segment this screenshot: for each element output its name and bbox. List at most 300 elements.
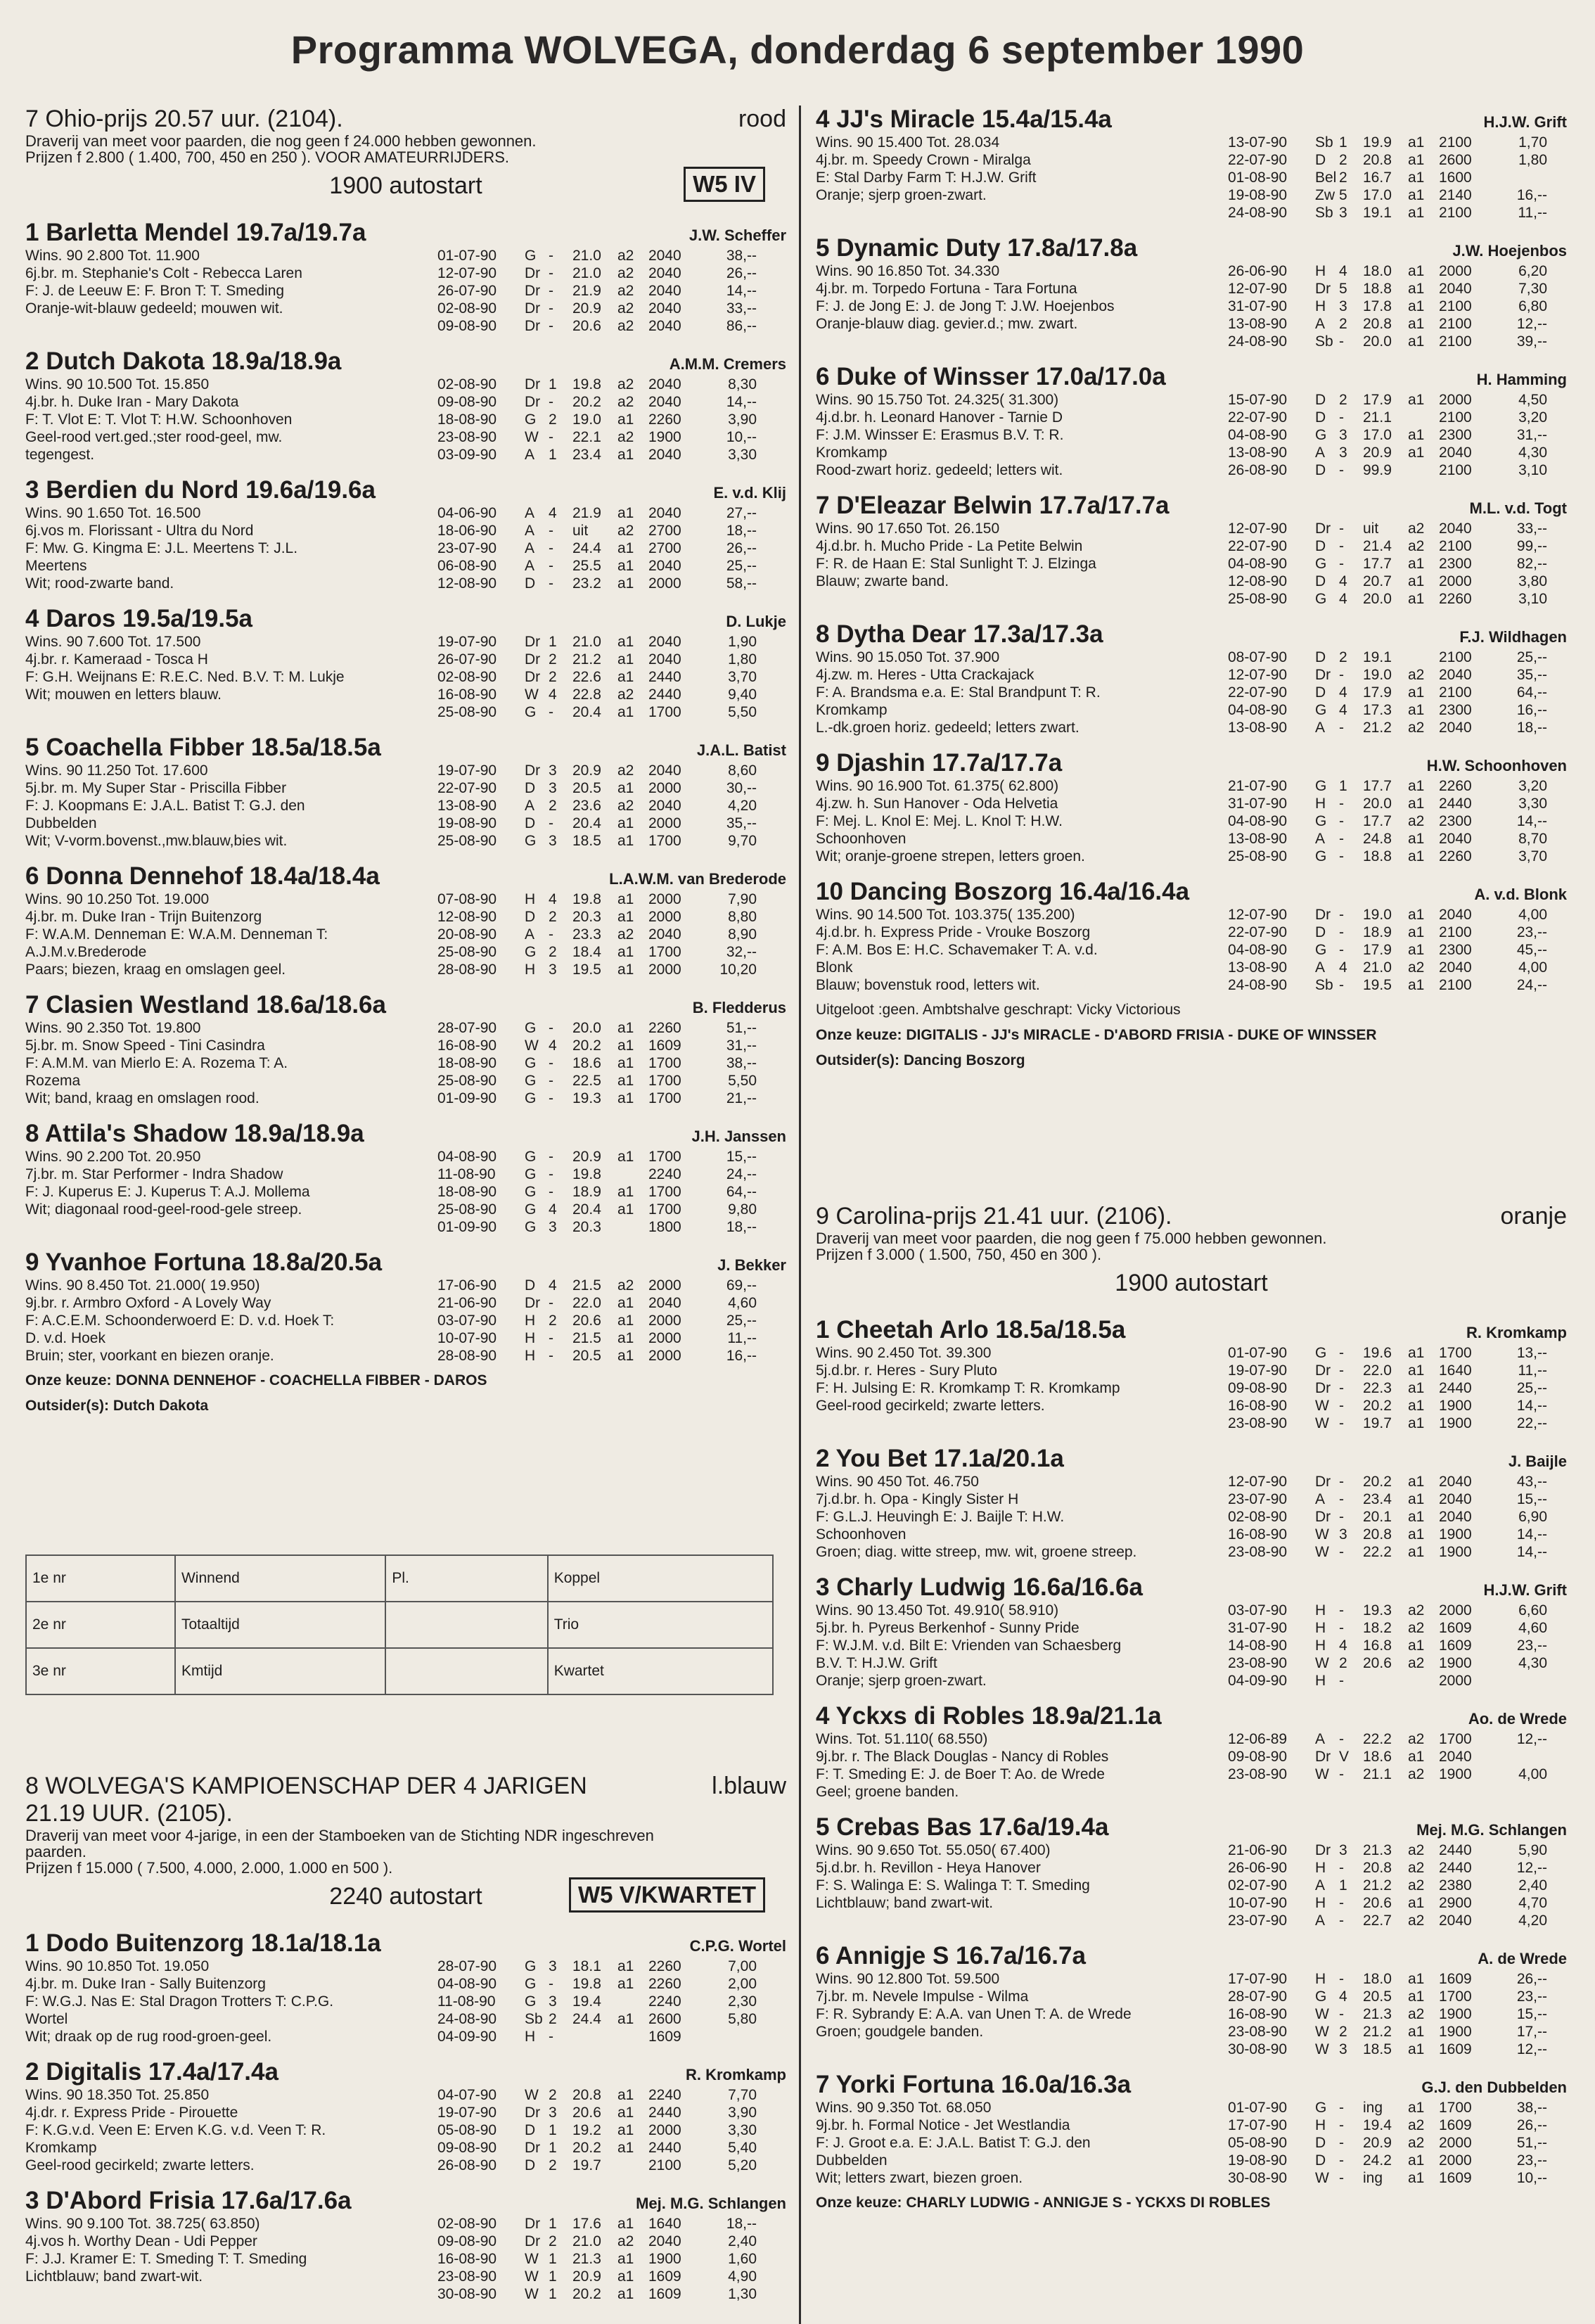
horse-info [25, 376, 437, 464]
result-entry-cell: Trio [548, 1602, 773, 1648]
result-cell: 2040 [648, 926, 681, 943]
result-row [437, 961, 757, 978]
result-cell: a1 [1408, 2170, 1425, 2186]
info-line: Wins. 90 12.800 Tot. 59.500 [816, 1971, 1000, 1987]
result-cell [700, 2028, 757, 2045]
info-line: 4j.br. m. Speedy Crown - Miralga [816, 152, 1031, 168]
result-row [1228, 795, 1547, 812]
result-cell: 13-07-90 [1228, 134, 1288, 151]
trainer-name: A.M.M. Cremers [669, 355, 786, 373]
result-cell: 21.5 [572, 1330, 601, 1346]
result-cell: a1 [617, 2140, 634, 2156]
horse-name: 4 Yckxs di Robles 18.9a/21.1a [816, 1702, 1162, 1730]
result-cell: 1 [1339, 1877, 1347, 1894]
result-cell: 1900 [1439, 1766, 1472, 1782]
info-line: Wins. 90 15.750 Tot. 24.325( 31.300) [816, 392, 1059, 408]
result-cell: 30,-- [726, 780, 757, 796]
result-cell: 1700 [648, 944, 681, 960]
result-cell: 23-07-90 [1228, 1913, 1288, 1929]
result-cell [1491, 1748, 1547, 1766]
result-cell: 2 [1339, 170, 1347, 186]
result-cell: Dr [1315, 907, 1331, 923]
result-row [437, 1183, 757, 1201]
result-cell: a1 [617, 2011, 634, 2027]
result-cell: 5,90 [1518, 1842, 1547, 1858]
result-cell: W [1315, 1544, 1329, 1560]
results-table [437, 1958, 757, 2045]
horse-details [816, 1841, 1567, 1929]
result-row [437, 393, 757, 411]
result-row [1228, 976, 1547, 994]
result-row [437, 1312, 757, 1329]
result-cell: 18.8 [1363, 281, 1392, 297]
result-cell: 22-07-90 [1228, 684, 1288, 701]
result-cell: 24-08-90 [1228, 977, 1288, 993]
result-cell: W [1315, 2170, 1329, 2186]
result-cell: 4 [1339, 959, 1347, 976]
result-cell: 20.8 [1363, 316, 1392, 332]
result-cell: Dr [525, 634, 541, 650]
result-cell: - [549, 283, 553, 299]
result-cell: a1 [617, 1330, 634, 1346]
result-cell: 4,00 [1518, 1766, 1547, 1782]
info-line: B.V. T: H.J.W. Grift [816, 1655, 937, 1671]
result-row [437, 779, 757, 797]
race-description: Draverij van meet voor paarden, die nog geen f 75.000 hebben gewonnen. [816, 1230, 1327, 1247]
result-row [1228, 848, 1547, 865]
result-entry-cell: Winnend [175, 1555, 385, 1602]
result-cell: a1 [1408, 263, 1425, 279]
results-table [1228, 134, 1547, 222]
result-cell: 01-09-90 [437, 1219, 497, 1235]
result-cell: a1 [1408, 2041, 1425, 2057]
result-cell: 4,00 [1518, 959, 1547, 976]
info-line: 9j.br. h. Formal Notice - Jet Westlandia [816, 2117, 1070, 2133]
result-entry-cell: Pl. [385, 1555, 547, 1602]
horse-name: 3 D'Abord Frisia 17.6a/17.6a [25, 2187, 352, 2214]
result-cell: 25-08-90 [1228, 591, 1288, 607]
result-cell: 26,-- [1516, 2117, 1547, 2133]
result-cell: 2000 [648, 1313, 681, 1329]
result-row [1228, 1859, 1547, 1877]
result-cell: a2 [1408, 538, 1425, 554]
result-cell: D [1315, 462, 1326, 478]
start-distance: 1900 autostart [329, 172, 482, 199]
race-7 [25, 106, 786, 1415]
info-line: F: W.A.M. Denneman E: W.A.M. Denneman T: [25, 926, 328, 943]
horse-name: 4 JJ's Miracle 15.4a/15.4a [816, 106, 1112, 133]
info-line: Wit; mouwen en letters blauw. [25, 687, 222, 703]
result-cell: 1700 [1439, 1345, 1472, 1361]
result-entry-cell [385, 1602, 547, 1648]
trainer-name: D. Lukje [726, 613, 786, 630]
horse-details [816, 906, 1567, 994]
result-cell: a1 [617, 1073, 634, 1089]
result-cell: - [549, 1020, 553, 1036]
result-cell: H [1315, 1895, 1326, 1911]
result-cell: 17.0 [1363, 187, 1392, 203]
result-cell: 12-07-90 [1228, 907, 1288, 923]
result-cell: 22.2 [1363, 1731, 1392, 1747]
result-cell [572, 2028, 617, 2045]
result-cell: 4 [1339, 1637, 1347, 1654]
result-cell: 2000 [1439, 1673, 1472, 1689]
info-line: 4j.br. h. Duke Iran - Mary Dakota [25, 394, 239, 410]
result-cell: D [525, 780, 536, 796]
result-cell: a1 [617, 780, 634, 796]
result-cell [617, 1218, 648, 1236]
horse-entry [25, 734, 786, 850]
result-cell: 1600 [1439, 170, 1472, 186]
result-cell: 19.0 [1363, 907, 1392, 923]
horse-info [25, 1958, 437, 2045]
result-cell: 4 [1339, 1988, 1347, 2005]
result-cell: 23.3 [572, 926, 601, 943]
result-cell: 2100 [1439, 462, 1472, 478]
result-cell: A [525, 926, 535, 943]
horse-header [816, 878, 1567, 906]
result-cell: 18.9 [1363, 924, 1392, 940]
result-cell: 23-07-90 [1228, 1491, 1288, 1507]
result-cell: 10-07-90 [437, 1330, 497, 1346]
result-cell: Dr [525, 1295, 541, 1311]
result-cell: 3 [1339, 2041, 1347, 2057]
result-cell: 26-06-90 [1228, 1860, 1288, 1876]
result-cell: 12,-- [1516, 2041, 1547, 2057]
result-cell: - [549, 265, 553, 281]
result-cell: 2300 [1439, 702, 1472, 718]
result-cell: 22-07-90 [1228, 409, 1288, 426]
result-cell: 22.8 [572, 687, 601, 703]
result-cell: uit [1363, 521, 1379, 537]
result-row [1228, 1988, 1547, 2005]
result-cell: 8,80 [728, 909, 757, 925]
result-cell: 21.9 [572, 505, 601, 521]
result-row [437, 1037, 757, 1054]
result-cell: 2040 [1439, 1474, 1472, 1490]
results-table [1228, 2099, 1547, 2187]
result-cell: 2000 [648, 891, 681, 907]
result-cell: 2040 [1439, 720, 1472, 736]
horse-name: 7 D'Eleazar Belwin 17.7a/17.7a [816, 492, 1170, 519]
result-cell: 4,50 [1518, 392, 1547, 408]
result-cell: - [1339, 1474, 1344, 1490]
result-row [1228, 537, 1547, 555]
horse-entry [25, 1929, 786, 2045]
result-cell: a1 [1408, 298, 1425, 314]
result-cell: 30-08-90 [1228, 2041, 1288, 2057]
result-cell: 18.0 [1363, 1971, 1392, 1987]
info-line: Oranje-blauw diag. gevier.d.; mw. zwart. [816, 316, 1078, 332]
info-line: Wins. 90 15.050 Tot. 37.900 [816, 649, 1000, 665]
result-cell: a1 [617, 1295, 634, 1311]
result-row [1228, 1473, 1547, 1490]
result-cell: 26-08-90 [1228, 462, 1288, 478]
result-cell: a1 [617, 1313, 634, 1329]
result-cell: Dr [1315, 281, 1331, 297]
result-cell: 1700 [648, 1090, 681, 1106]
result-cell: 28-07-90 [1228, 1988, 1288, 2005]
info-line: Dubbelden [25, 815, 97, 831]
race-header [25, 1773, 786, 1800]
result-cell: a2 [1408, 1877, 1425, 1894]
result-cell: 19.5 [572, 962, 601, 978]
info-line: Wins. 90 14.500 Tot. 103.375( 135.200) [816, 907, 1075, 923]
bet-type-box: W5 V/KWARTET [569, 1877, 765, 1913]
result-cell: 31-07-90 [1228, 298, 1288, 314]
result-cell: 19.8 [572, 376, 601, 392]
result-cell: 21.2 [1363, 1877, 1392, 1894]
result-cell: a2 [617, 300, 634, 317]
trainer-name: R. Kromkamp [685, 2066, 786, 2083]
result-cell: 2240 [648, 1993, 681, 2010]
result-cell: - [549, 523, 553, 539]
result-cell: 3 [549, 1219, 557, 1235]
result-cell: D [525, 2122, 536, 2138]
result-cell: 19.5 [1363, 977, 1392, 993]
result-cell: 26-06-90 [1228, 263, 1288, 279]
info-line: 4j.br. r. Kameraad - Tosca H [25, 651, 208, 668]
info-line: Wins. 90 8.450 Tot. 21.000( 19.950) [25, 1277, 260, 1294]
result-cell: 2440 [1439, 1380, 1472, 1396]
result-cell: - [549, 1055, 553, 1071]
result-cell: 22.1 [572, 429, 601, 445]
horse-info [25, 2086, 437, 2174]
result-row [437, 2086, 757, 2104]
horse-info [25, 1148, 437, 1236]
result-cell: G [1315, 942, 1327, 958]
start-line [25, 165, 786, 206]
horse-header [816, 749, 1567, 777]
result-cell: D [525, 815, 536, 831]
start-line [25, 1876, 786, 1917]
info-line: 9j.br. r. The Black Douglas - Nancy di Robles [816, 1749, 1109, 1765]
result-cell: a2 [1408, 1620, 1425, 1636]
result-cell: a2 [1408, 2135, 1425, 2151]
info-line: Lichtblauw; band zwart-wit. [816, 1895, 994, 1911]
result-row [437, 557, 757, 575]
result-cell: 19-08-90 [437, 815, 497, 831]
horse-header [816, 620, 1567, 649]
result-cell: a2 [617, 762, 634, 779]
info-line: F: R. Sybrandy E: A.A. van Unen T: A. de Wrede [816, 2006, 1132, 2022]
result-cell: 11,-- [1518, 1362, 1547, 1379]
horse-entry [25, 991, 786, 1107]
info-line: Wins. 90 10.850 Tot. 19.050 [25, 1958, 210, 1974]
results-table [1228, 1473, 1547, 1561]
info-line: Wit; diagonaal rood-geel-rood-gele streep. [25, 1201, 302, 1218]
result-cell: 2440 [1439, 796, 1472, 812]
info-line: F: G.H. Weijnans E: R.E.C. Ned. B.V. T: M. Lukje [25, 669, 345, 685]
info-line: Wins. 90 11.250 Tot. 17.600 [25, 762, 208, 779]
result-cell: A [525, 798, 535, 814]
result-cell: Dr [525, 283, 541, 299]
result-cell: a1 [1408, 924, 1425, 940]
result-cell: W [1315, 2024, 1329, 2040]
info-line: 4j.zw. m. Heres - Utta Crackajack [816, 667, 1034, 683]
result-row [437, 504, 757, 522]
horse-header [25, 2187, 786, 2215]
result-cell: 2 [549, 651, 557, 668]
result-cell: 20.2 [572, 1038, 601, 1054]
horse-name: 1 Barletta Mendel 19.7a/19.7a [25, 219, 366, 246]
result-cell: a1 [1408, 1637, 1425, 1654]
result-cell: 8,90 [728, 926, 757, 943]
result-cell: - [1339, 1731, 1344, 1747]
result-cell: 2000 [1439, 392, 1472, 408]
result-cell: 25-08-90 [437, 1201, 497, 1218]
result-cell: 2,30 [728, 1993, 757, 2010]
horse-info [816, 777, 1228, 865]
info-line: 4j.zw. h. Sun Hanover - Oda Helvetia [816, 796, 1058, 812]
result-cell: 13-08-90 [1228, 959, 1288, 976]
horse-info [816, 1841, 1228, 1929]
result-cell: D [525, 575, 536, 592]
result-cell: 14,-- [1516, 1526, 1547, 1543]
result-row [437, 1090, 757, 1107]
result-row [1228, 2169, 1547, 2187]
result-cell: A [1315, 1731, 1326, 1747]
result-cell: 2600 [648, 2011, 681, 2027]
result-cell: 3 [549, 762, 557, 779]
result-entry-cell: 2e nr [26, 1602, 175, 1648]
result-cell: 2 [549, 2011, 557, 2027]
info-line: Wins. 90 1.650 Tot. 16.500 [25, 505, 201, 521]
result-cell: 32,-- [726, 944, 757, 960]
results-table [1228, 1344, 1547, 1432]
result-cell: 17.9 [1363, 392, 1392, 408]
horse-header [816, 1702, 1567, 1730]
result-cell: - [549, 1976, 553, 1992]
result-cell: 2440 [648, 669, 681, 685]
result-cell: Dr [525, 394, 541, 410]
result-cell: 8,30 [728, 376, 757, 392]
trainer-name: Mej. M.G. Schlangen [636, 2195, 786, 2212]
result-cell: 2000 [1439, 573, 1472, 589]
result-cell: 1609 [1439, 2170, 1472, 2186]
result-cell: 12-07-90 [437, 265, 497, 281]
result-cell: 1900 [648, 429, 681, 445]
info-line: 4j.d.br. h. Mucho Pride - La Petite Belwin [816, 538, 1083, 554]
result-cell: - [1339, 409, 1344, 426]
result-cell: 4 [549, 891, 557, 907]
results-table [1228, 777, 1547, 865]
result-cell: 23,-- [1516, 1637, 1547, 1654]
horse-info [25, 504, 437, 592]
horse-info [25, 762, 437, 850]
result-row [437, 815, 757, 832]
result-cell: a1 [617, 1090, 634, 1106]
result-row [1228, 1894, 1547, 1912]
result-row [1228, 555, 1547, 573]
result-cell: 2440 [1439, 1842, 1472, 1858]
result-cell: 21.3 [572, 2251, 601, 2267]
left-column [25, 106, 786, 2302]
result-cell: H [525, 962, 536, 978]
result-cell: 3,10 [1518, 591, 1547, 607]
result-cell: 22.5 [572, 1073, 601, 1089]
result-cell: 1640 [648, 2216, 681, 2232]
result-cell: a2 [617, 1277, 634, 1294]
info-line: F: J. Groot e.a. E: J.A.L. Batist T: G.J. den [816, 2135, 1091, 2151]
result-cell: 18.2 [1363, 1620, 1392, 1636]
result-cell: a1 [1408, 573, 1425, 589]
info-line: F: J. Kuperus E: J. Kuperus T: A.J. Mollema [25, 1184, 310, 1200]
result-cell: a1 [1408, 445, 1425, 461]
result-cell: 1609 [1439, 2041, 1472, 2057]
race-9 [816, 1203, 1567, 2212]
result-cell: 2140 [1439, 187, 1472, 203]
result-cell: Sb [1315, 333, 1333, 350]
result-cell: 1900 [1439, 1398, 1472, 1414]
result-cell: 1609 [1439, 2117, 1472, 2133]
result-cell: 19-07-90 [437, 634, 497, 650]
result-cell: 21.9 [572, 283, 601, 299]
result-cell [1491, 1672, 1547, 1690]
result-row [1228, 426, 1547, 444]
result-cell: 3,20 [1518, 778, 1547, 794]
result-cell: a1 [1408, 1345, 1425, 1361]
result-cell: a2 [1408, 2117, 1425, 2133]
info-line: Wins. 90 18.350 Tot. 25.850 [25, 2087, 210, 2103]
result-cell [1408, 1672, 1439, 1690]
race-name: 7 Ohio-prijs 20.57 uur. (2104). [25, 106, 343, 132]
info-line: F: K.G.v.d. Veen E: Erven K.G. v.d. Veen T: R. [25, 2122, 326, 2138]
info-line: F: T. Vlot E: T. Vlot T: H.W. Schoonhoven [25, 411, 293, 428]
result-cell: 51,-- [726, 1020, 757, 1036]
results-table [1228, 262, 1547, 350]
horse-details [25, 247, 786, 335]
result-cell: 64,-- [726, 1184, 757, 1200]
result-cell: 17.7 [1363, 813, 1392, 829]
result-cell: 20.4 [572, 815, 601, 831]
result-cell: A [1315, 720, 1326, 736]
info-line: Wortel [25, 2011, 68, 2027]
results-table [437, 890, 757, 978]
result-cell: 2700 [648, 540, 681, 556]
result-cell: 12-07-90 [1228, 521, 1288, 537]
result-cell: a2 [617, 523, 634, 539]
result-cell: Sb [1315, 134, 1333, 151]
result-cell: 20.0 [1363, 333, 1392, 350]
result-cell: a1 [1408, 1491, 1425, 1507]
result-cell: 16,-- [726, 1348, 757, 1364]
result-row [1228, 280, 1547, 298]
result-cell: 19.2 [572, 2122, 601, 2138]
result-cell: 18.8 [1363, 848, 1392, 864]
result-cell: 04-08-90 [1228, 556, 1288, 572]
result-cell: 8,70 [1518, 831, 1547, 847]
result-cell: 1 [549, 634, 557, 650]
result-cell: 21.2 [572, 651, 601, 668]
result-cell: 2040 [1439, 445, 1472, 461]
result-cell: a2 [1408, 1731, 1425, 1747]
result-cell: 2700 [648, 523, 681, 539]
result-cell: a1 [1408, 134, 1425, 151]
info-line: Kromkamp [816, 445, 888, 461]
result-cell: a2 [617, 429, 634, 445]
result-cell: 3 [549, 1958, 557, 1974]
result-cell: G [1315, 848, 1327, 864]
result-cell: - [549, 394, 553, 410]
horse-info [816, 520, 1228, 608]
horse-info [25, 247, 437, 335]
result-cell: 19.4 [572, 1993, 601, 2010]
result-cell: a1 [1408, 848, 1425, 864]
our-choice: Onze keuze: DONNA DENNEHOF - COACHELLA FIBBER - DAROS [25, 1372, 487, 1388]
result-cell: 04-07-90 [437, 2087, 497, 2103]
horse-entry [816, 878, 1567, 994]
